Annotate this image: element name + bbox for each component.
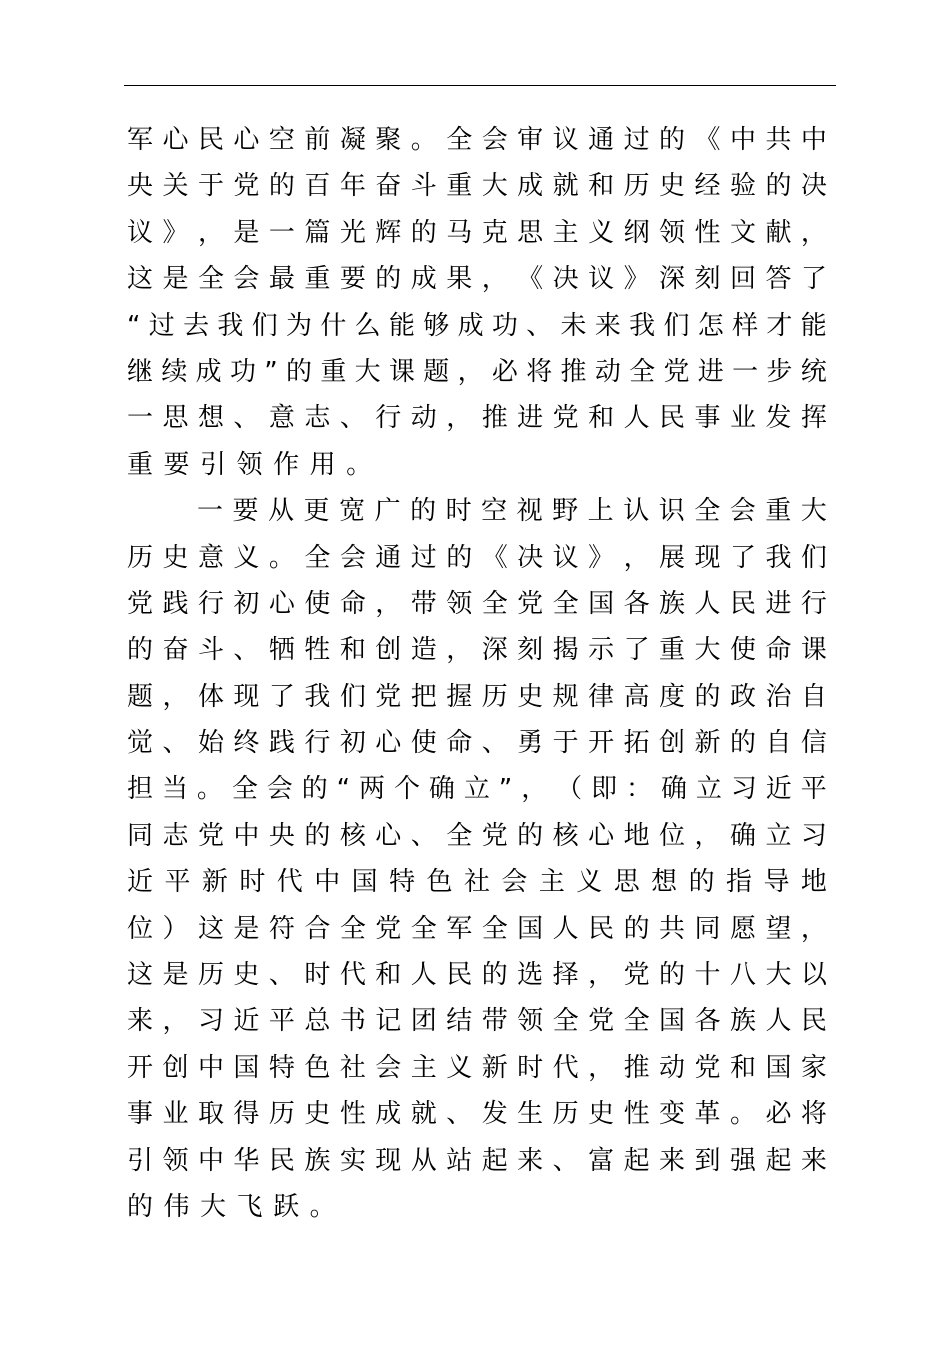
text-line: 引 领 中 华 民 族 实 现 从 站 起 来 、 富 起 来 到 强 起 来 <box>127 1145 827 1176</box>
text-line: 继 续 成 功 ” 的 重 大 课 题 ， 必 将 推 动 全 党 进 一 步 统 <box>127 356 827 387</box>
text-line: 这 是 全 会 最 重 要 的 成 果 ， 《 决 议 》 深 刻 回 答 了 <box>127 264 827 295</box>
text-line: 开 创 中 国 特 色 社 会 主 义 新 时 代 ， 推 动 党 和 国 家 <box>127 1052 827 1083</box>
text-line: 央 关 于 党 的 百 年 奋 斗 重 大 成 就 和 历 史 经 验 的 决 <box>127 171 827 202</box>
text-line: 的 奋 斗 、 牺 牲 和 创 造 ， 深 刻 揭 示 了 重 大 使 命 课 <box>127 635 827 666</box>
text-line: 重 要 引 领 作 用 。 <box>127 449 373 480</box>
paragraph-1 <box>127 117 827 488</box>
text-line: 一 思 想 、 意 志 、 行 动 ， 推 进 党 和 人 民 事 业 发 挥 <box>127 403 827 434</box>
text-line: 担 当 。 全 会 的 “ 两 个 确 立 ” ， （ 即 ： 确 立 习 近 平 <box>127 774 827 805</box>
text-line: “ 过 去 我 们 为 什 么 能 够 成 功 、 未 来 我 们 怎 样 才 能 <box>127 310 827 341</box>
text-line: 位 ） 这 是 符 合 全 党 全 军 全 国 人 民 的 共 同 愿 望 ， <box>127 913 827 944</box>
document-body <box>127 117 827 1230</box>
paragraph-2 <box>127 488 827 1230</box>
text-line: 一 要 从 更 宽 广 的 时 空 视 野 上 认 识 全 会 重 大 <box>197 496 827 527</box>
text-line: 军 心 民 心 空 前 凝 聚 。 全 会 审 议 通 过 的 《 中 共 中 <box>127 125 827 155</box>
text-line: 事 业 取 得 历 史 性 成 就 、 发 生 历 史 性 变 革 。 必 将 <box>127 1099 827 1130</box>
text-line: 的 伟 大 飞 跃 。 <box>127 1191 336 1222</box>
text-line: 党 践 行 初 心 使 命 ， 带 领 全 党 全 国 各 族 人 民 进 行 <box>127 588 827 619</box>
text-line: 历 史 意 义 。 全 会 通 过 的 《 决 议 》 ， 展 现 了 我 们 <box>127 542 827 573</box>
text-line: 来 ， 习 近 平 总 书 记 团 结 带 领 全 党 全 国 各 族 人 民 <box>127 1006 827 1037</box>
text-line: 这 是 历 史 、 时 代 和 人 民 的 选 择 ， 党 的 十 八 大 以 <box>127 960 827 991</box>
text-line: 觉 、 始 终 践 行 初 心 使 命 、 勇 于 开 拓 创 新 的 自 信 <box>127 728 827 759</box>
text-line: 题 ， 体 现 了 我 们 党 把 握 历 史 规 律 高 度 的 政 治 自 <box>127 681 827 712</box>
text-line: 近 平 新 时 代 中 国 特 色 社 会 主 义 思 想 的 指 导 地 <box>127 867 827 898</box>
text-line: 同 志 党 中 央 的 核 心 、 全 党 的 核 心 地 位 ， 确 立 习 <box>127 820 827 851</box>
text-line: 议 》 ， 是 一 篇 光 辉 的 马 克 思 主 义 纲 领 性 文 献 ， <box>127 217 827 248</box>
header-rule <box>124 85 836 86</box>
